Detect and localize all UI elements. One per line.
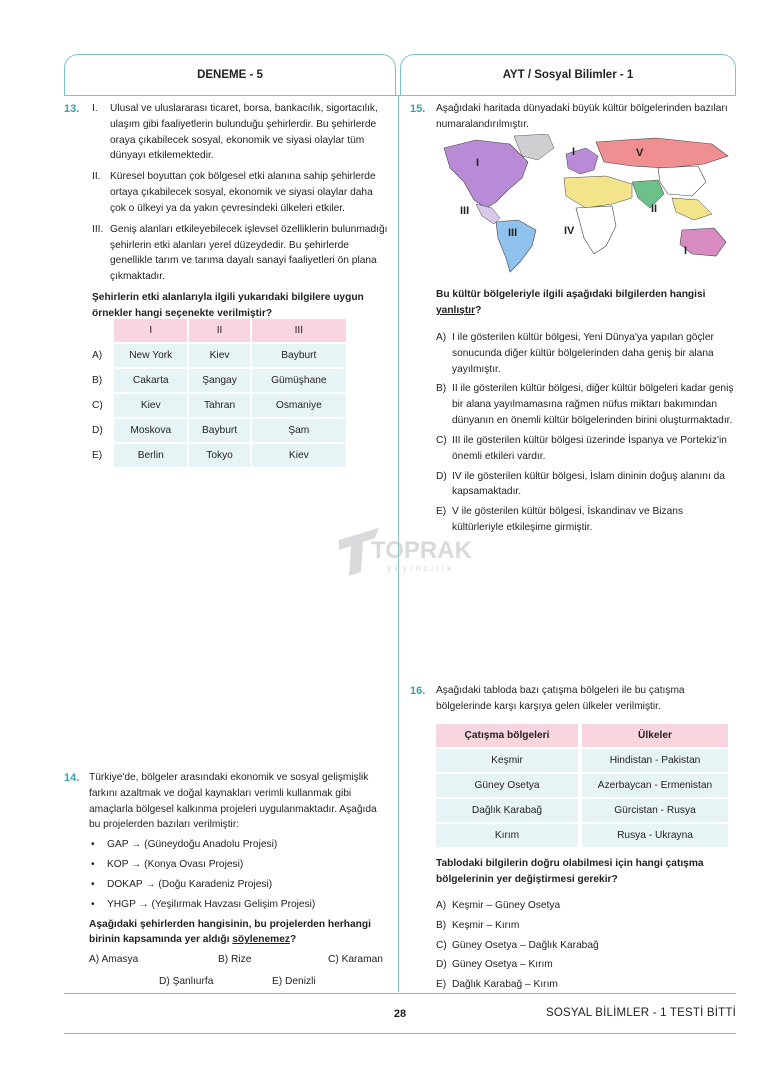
q14-choice-a[interactable]: A) Amasya [89,954,139,965]
table-cell: Gürcistan - Rusya [582,799,728,822]
q14-question-emphasis: söylenemez [232,934,290,946]
choice-text: Güney Osetya – Dağlık Karabağ [452,939,599,951]
q15-question-text: Bu kültür bölgeleriyle ilgili aşağıdaki bilgilerden hangisi [436,289,706,300]
q14-project-dokap: • DOKAP → (Doğu Karadeniz Projesi) [89,877,389,893]
choice-text: III ile gösterilen kültür bölgesi üzerinde İspanya ve Portekiz'in önemli etkileri vardır. [452,434,727,462]
q16-header-regions: Çatışma bölgeleri [436,724,582,747]
q15-choice-e[interactable] [436,504,736,536]
header-right-box [400,54,736,96]
choice-text: II ile gösterilen kültür bölgesi, diğer kültür bölgeleri kadar geniş bir alana yayılmamasına rağmen nüfus miktarı bakımından dünyanın en önemli kültür bölgelerinden birini oluşturmaktadır. [452,383,734,427]
map-label-iii: III [508,227,518,239]
q15-question-emphasis: yanlıştır [436,304,476,316]
q13-header-2: II [189,319,251,342]
table-row [436,799,728,822]
q15-question [436,287,736,319]
choice-text: IV ile gösterilen kültür bölgesi, İslam dininin doğuş alanını da kapsamaktadır. [452,470,725,498]
option-label: E) [92,449,103,461]
q13-item-2-roman: II. [92,171,101,183]
page-number: 28 [393,1008,407,1020]
world-culture-regions-map [436,134,736,274]
q13-item-2-text: Küresel boyuttan çok bölgesel etki alanına sahip şehirlerde ortaya çıkabilecek sosyal, ekonomik ve siyasi olaylar daha çok o ülkeyi ya da yakın çevresindeki ülkeleri etkiler. [110,171,376,214]
table-cell: Gümüşhane [252,369,348,392]
choice-label: D) [436,470,447,482]
q13-item-2 [92,169,388,216]
q14-question [89,917,389,949]
q16-choice-e[interactable] [436,977,736,993]
q13-body [92,101,388,322]
table-cell: Keşmir [436,749,582,772]
table-cell: Tokyo [189,444,251,467]
q13-option-e[interactable] [92,444,348,467]
q13-option-d[interactable] [92,419,348,442]
q13-header-1: I [114,319,189,342]
q13-item-3 [92,222,388,285]
choice-text: I ile gösterilen kültür bölgesi, Yeni Dünya'ya yapılan göçler sonucunda diğer kültür bölgelerinden daha geniş bir alana yayılmıştır. [452,332,714,375]
map-label-ii: II [651,203,658,215]
table-cell: Şam [252,419,348,442]
choice-label: E) [436,506,447,518]
table-cell: Osmaniye [252,394,348,417]
choice-text: Güney Osetya – Kırım [452,959,553,971]
table-cell: Cakarta [114,369,189,392]
q14-question-text: Aşağıdaki şehirlerden hangisinin, bu projelerden herhangi birinin kapsamında yer aldığı [89,918,371,946]
table-cell: Hindistan - Pakistan [582,749,728,772]
q16-number: 16. [410,685,426,697]
q16-header-countries: Ülkeler [582,724,728,747]
choice-label: A) [436,900,447,911]
q15-choice-c[interactable] [436,433,736,465]
choice-text: V ile gösterilen kültür bölgesi, İskandinav ve Bizans kültürleriyle etkileşime girmiştir. [452,506,684,533]
q14-choice-b[interactable]: B) Rize [218,954,252,965]
test-title: AYT / Sosyal Bilimler - 1 [502,69,634,81]
option-label: C) [92,399,103,411]
q16-choice-c[interactable] [436,938,736,954]
q14-body [89,770,389,948]
table-cell: Moskova [114,419,189,442]
option-label: B) [92,374,103,386]
q16-intro: Aşağıdaki tabloda bazı çatışma bölgeleri ile bu çatışma bölgelerinde karşı karşıya gelen ülkeler verilmiştir. [436,685,685,712]
header-left-box [64,54,396,96]
choice-label: D) [436,959,447,971]
q13-options-table [92,317,348,469]
q13-table-header [92,319,348,342]
map-label-i-europe: I [572,146,576,158]
choice-text: Dağlık Karabağ – Kırım [452,979,558,991]
q14-project-yhgp: • YHGP → (Yeşilırmak Havzası Gelişim Projesi) [89,897,389,913]
table-cell: Bayburt [252,344,348,367]
q14-number: 14. [64,772,80,784]
q16-choice-b[interactable] [436,918,736,934]
choice-label: C) [436,939,447,951]
q13-item-1-roman: I. [92,103,98,114]
footer-top-line [64,993,736,994]
q13-item-1 [92,101,388,164]
map-label-iv: IV [564,225,575,237]
q15-choices [436,330,736,540]
table-cell: Şangay [189,369,251,392]
q16-conflict-table [436,722,728,849]
table-cell: Tahran [189,394,251,417]
q14-question-mark: ? [290,934,297,946]
q13-number: 13. [64,103,80,115]
option-label: D) [92,424,103,436]
table-row [436,749,728,772]
q13-option-a[interactable] [92,344,348,367]
q13-option-b[interactable] [92,369,348,392]
q15-choice-b[interactable] [436,381,736,428]
q16-choice-a[interactable] [436,898,736,914]
map-label-i-oceania: I [684,245,688,257]
table-cell: Kırım [436,824,582,847]
choice-text: Keşmir – Kırım [452,919,520,931]
q14-project-kop: • KOP → (Konya Ovası Projesi) [89,857,389,873]
table-cell: Kiev [189,344,251,367]
header-divider [64,95,736,96]
map-label-i-americas: I [476,157,480,169]
q14-choice-c[interactable]: C) Karaman [328,954,383,965]
q14-choice-d[interactable]: D) Şanlıurfa [159,976,214,987]
choice-label: E) [436,979,447,991]
table-cell: Kiev [114,394,189,417]
q15-choice-d[interactable] [436,469,736,501]
choice-label: C) [436,434,447,446]
exam-title: DENEME - 5 [197,69,263,81]
q13-question: Şehirlerin etki alanlarıyla ilgili yukarıdaki bilgilere uygun örnekler hangi seçenekte verilmiştir? [92,291,364,319]
choice-label: A) [436,332,447,343]
q15-choice-a[interactable] [436,330,736,377]
q15-number: 15. [410,103,426,115]
table-row [436,774,728,797]
table-cell: Bayburt [189,419,251,442]
table-cell: Dağlık Karabağ [436,799,582,822]
q16-choice-d[interactable] [436,957,736,973]
q14-project-gap: • GAP → (Güneydoğu Anadolu Projesi) [89,837,389,853]
q16-question: Tablodaki bilgilerin doğru olabilmesi için hangi çatışma bölgelerinin yer değiştirmesi gerekir? [436,858,704,885]
map-label-iii-left: III [460,205,470,217]
q16-table-header [436,724,728,747]
table-cell: New York [114,344,189,367]
table-cell: Berlin [114,444,189,467]
map-label-v: V [636,147,644,159]
table-cell: Azerbaycan - Ermenistan [582,774,728,797]
q13-item-3-roman: III. [92,223,104,235]
table-cell: Kiev [252,444,348,467]
q14-choice-e[interactable]: E) Denizli [272,976,316,987]
q14-intro: Türkiye'de, bölgeler arasındaki ekonomik ve sosyal gelişmişlik farkını azaltmak ve doğal kaynakları verimli kullanmak gibi amaçlarla bölgesel kalkınma projeleri uygulanmaktadır. Aşağıda bu projelerden bazıları verilmiştir: [89,772,377,831]
q13-item-1-text: Ulusal ve uluslararası ticaret, borsa, bankacılık, sigortacılık, ulaşım gibi faaliyetlerin bulunduğu şehirlerdir. Bu şehirlerde oraya çıkabilecek sosyal, ekonomik ve siyasi olaylar tüm dünyayı etkilemektedir. [110,103,378,162]
table-cell: Güney Osetya [436,774,582,797]
table-row [436,824,728,847]
option-label: A) [92,349,103,361]
watermark-sub: yayıncılık [387,563,455,573]
table-cell: Rusya - Ukrayna [582,824,728,847]
watermark-brand: TOPRAK [371,537,472,564]
q16-choices [436,898,736,997]
q13-header-3: III [252,319,348,342]
q13-item-3-text: Geniş alanları etkileyebilecek işlevsel özelliklerin bulunmadığı şehirlerin etki alanları yerel düzeydedir. Bu şehirlerde genellikle tarım ve tarıma dayalı sanayi faaliyetleri ön plana çıkmaktadır. [110,223,388,283]
q15-question-mark: ? [475,304,482,316]
choice-label: B) [436,383,447,395]
footer-bottom-line [64,1033,736,1034]
test-end-label: SOSYAL BİLİMLER - 1 TESTİ BİTTİ [545,1007,736,1019]
choice-text: Keşmir – Güney Osetya [452,900,561,911]
q15-intro: Aşağıdaki haritada dünyadaki büyük kültür bölgelerinden bazıları numaralandırılmıştır. [436,103,728,130]
choice-label: B) [436,919,447,931]
q13-option-c[interactable] [92,394,348,417]
